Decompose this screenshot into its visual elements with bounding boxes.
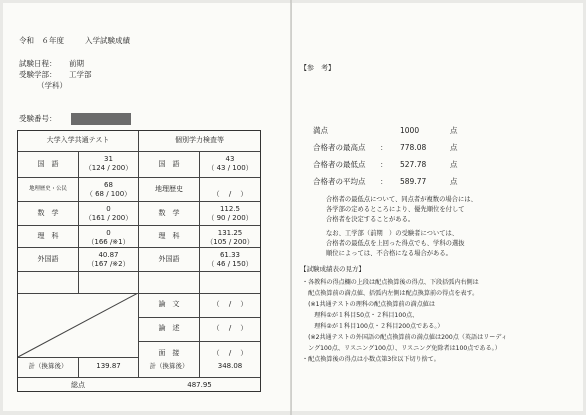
individual-subject-label [139,152,199,177]
reference-page [292,3,583,411]
statement-score: （ / ） [212,324,248,332]
common-subject-text: 外国語 [37,255,59,263]
raw-score-detail: （167 /※2） [87,259,130,268]
tie-break-note-line: 合格者を決定することがある。 [326,216,415,223]
individual-subject-score [200,202,260,228]
common-subject-score [79,178,138,204]
guide-title: 【試験成績表の見方】 [300,265,365,273]
min-score-unit: 点 [450,160,458,169]
full-score-value: 1000 [400,126,420,135]
common-subject-score [79,152,138,180]
redacted-exam-number [71,113,131,125]
faculty-label: 受験学部： [19,70,57,79]
common-total-value: 139.87 [96,362,121,370]
min-score-value: 527.78 [400,160,427,169]
guide-line: 配点換算前の満点値、括弧内左側は配点換算前の得点を表す。 [302,290,479,297]
tie-break-note-line: 合格者の最低点について、同点者が複数の場合には、 [326,196,477,203]
common-subject-label [18,152,78,177]
sheet-title: 入学試験成績 [85,36,130,45]
individual-subject-text: 国 語 [158,160,180,168]
full-score-label: 満点 [313,126,328,135]
individual-subject-score [200,248,260,274]
raw-score-detail: （ 43 / 100） [207,163,253,172]
max-score-label: 合格者の最高点 [313,143,366,152]
tie-break-note-line: 各学部の定めるところにより、優先順位を付して [326,206,465,213]
guide-line: 理科②が１科目100点・２科目200点である。） [302,323,444,330]
guide-line: ・各教科の得点欄の上段は配点換算後の得点、下段括弧内右側は [302,279,479,286]
score-table [17,130,261,392]
common-subject-text: 理 科 [37,232,59,240]
common-subject-score [79,226,138,250]
converted-score: 40.87 [98,251,119,259]
essay-label: 論 文 [158,300,180,308]
individual-subject-label [139,178,199,201]
guide-line: ング100点、リスニング100点）、リスニング免除者は100点である。） [302,345,501,352]
max-score-value: 778.08 [400,143,427,152]
individual-subject-score [200,226,260,250]
avg-score-value: 589.77 [400,177,427,186]
blank-cell-diagonal [18,293,139,358]
converted-score [200,181,260,190]
department-note-line: 順位によっては、不合格になる場合がある。 [326,250,452,257]
score-sheet-page [3,3,291,411]
interview-score: （ / ） [212,349,248,357]
raw-score-detail: （124 / 200） [84,163,133,172]
converted-score: 43 [225,155,235,163]
essay-score: （ / ） [212,300,248,308]
individual-subject-label [139,248,199,271]
individual-total-label: 計（換算後） [149,362,189,370]
individual-subject-text: 外国語 [158,255,180,263]
department-note-line: 合格者の最低点を上回った得点でも、学科の選抜 [326,240,465,247]
raw-score-detail: （ 90 / 200） [207,213,253,222]
common-total-label: 計（換算後） [28,362,68,370]
reference-title: 【参 考】 [300,64,335,72]
full-score-unit: 点 [450,126,458,135]
individual-subject-label [139,226,199,247]
guide-line: (※1共通テストの理科の配点換算前の満点値は [302,301,435,308]
guide-line: 理科①が１科目50点・２科目100点、 [302,312,419,319]
common-subject-label [18,202,78,225]
schedule-value: 前期 [69,59,84,68]
raw-score-detail: （105 / 200） [206,237,254,246]
min-score-colon: ： [380,160,388,169]
faculty-value: 工学部 [69,70,92,79]
interview-label: 面 接 [158,349,180,357]
statement-label: 論 述 [158,324,180,332]
converted-score: 0 [106,205,111,213]
converted-score: 68 [104,181,113,189]
common-subject-score [79,202,138,228]
common-test-header: 大学入学共通テスト [46,136,110,144]
raw-score-detail: （ 46 / 150） [207,259,253,268]
max-score-colon: ： [380,143,388,152]
raw-score-detail: （161 / 200） [84,213,133,222]
converted-score: 61.33 [219,251,241,259]
era-year: 令和 ６年度 [19,36,64,45]
raw-score-detail: （ 68 / 100） [85,189,132,198]
converted-score: 131.25 [217,229,243,237]
individual-test-header: 個別学力検査等 [175,136,224,144]
individual-subject-score [200,178,260,204]
common-subject-label [18,248,78,271]
avg-score-label: 合格者の平均点 [313,177,366,186]
raw-score-detail: （ / ） [212,189,248,198]
common-subject-score [79,248,138,274]
common-subject-label [18,226,78,247]
common-subject-text: 地理歴史・公民 [29,186,67,192]
exam-number-label: 受験番号： [19,114,57,123]
individual-subject-text: 数 学 [158,209,180,217]
min-score-label: 合格者の最低点 [313,160,366,169]
guide-line: (※2共通テストの外国語の配点換算前の満点値は200点（英語はリーディ [302,334,508,341]
grand-total-label: 総点 [71,381,85,389]
converted-score: 0 [106,229,111,237]
individual-total-value: 348.08 [217,362,243,370]
department-note-line: なお、工学部（前期 ）の受験者については、 [326,230,459,237]
avg-score-unit: 点 [450,177,458,186]
grand-total-value: 487.95 [187,381,212,389]
individual-subject-text: 理 科 [158,232,180,240]
individual-subject-score [200,152,260,180]
common-subject-label [18,178,78,201]
guide-line: ・配点換算後の得点は小数点第3位以下切り捨て。 [302,356,440,363]
department-value: （学科） [37,81,67,90]
converted-score: 31 [104,155,113,163]
raw-score-detail: （166 /※1） [87,237,130,246]
common-subject-text: 国 語 [37,160,59,168]
common-subject-text: 数 学 [37,209,59,217]
individual-subject-text: 地理歴史 [155,185,183,193]
individual-subject-label [139,202,199,225]
converted-score: 112.5 [219,205,241,213]
max-score-unit: 点 [450,143,458,152]
avg-score-colon: ： [380,177,388,186]
schedule-label: 試験日程： [19,59,57,68]
